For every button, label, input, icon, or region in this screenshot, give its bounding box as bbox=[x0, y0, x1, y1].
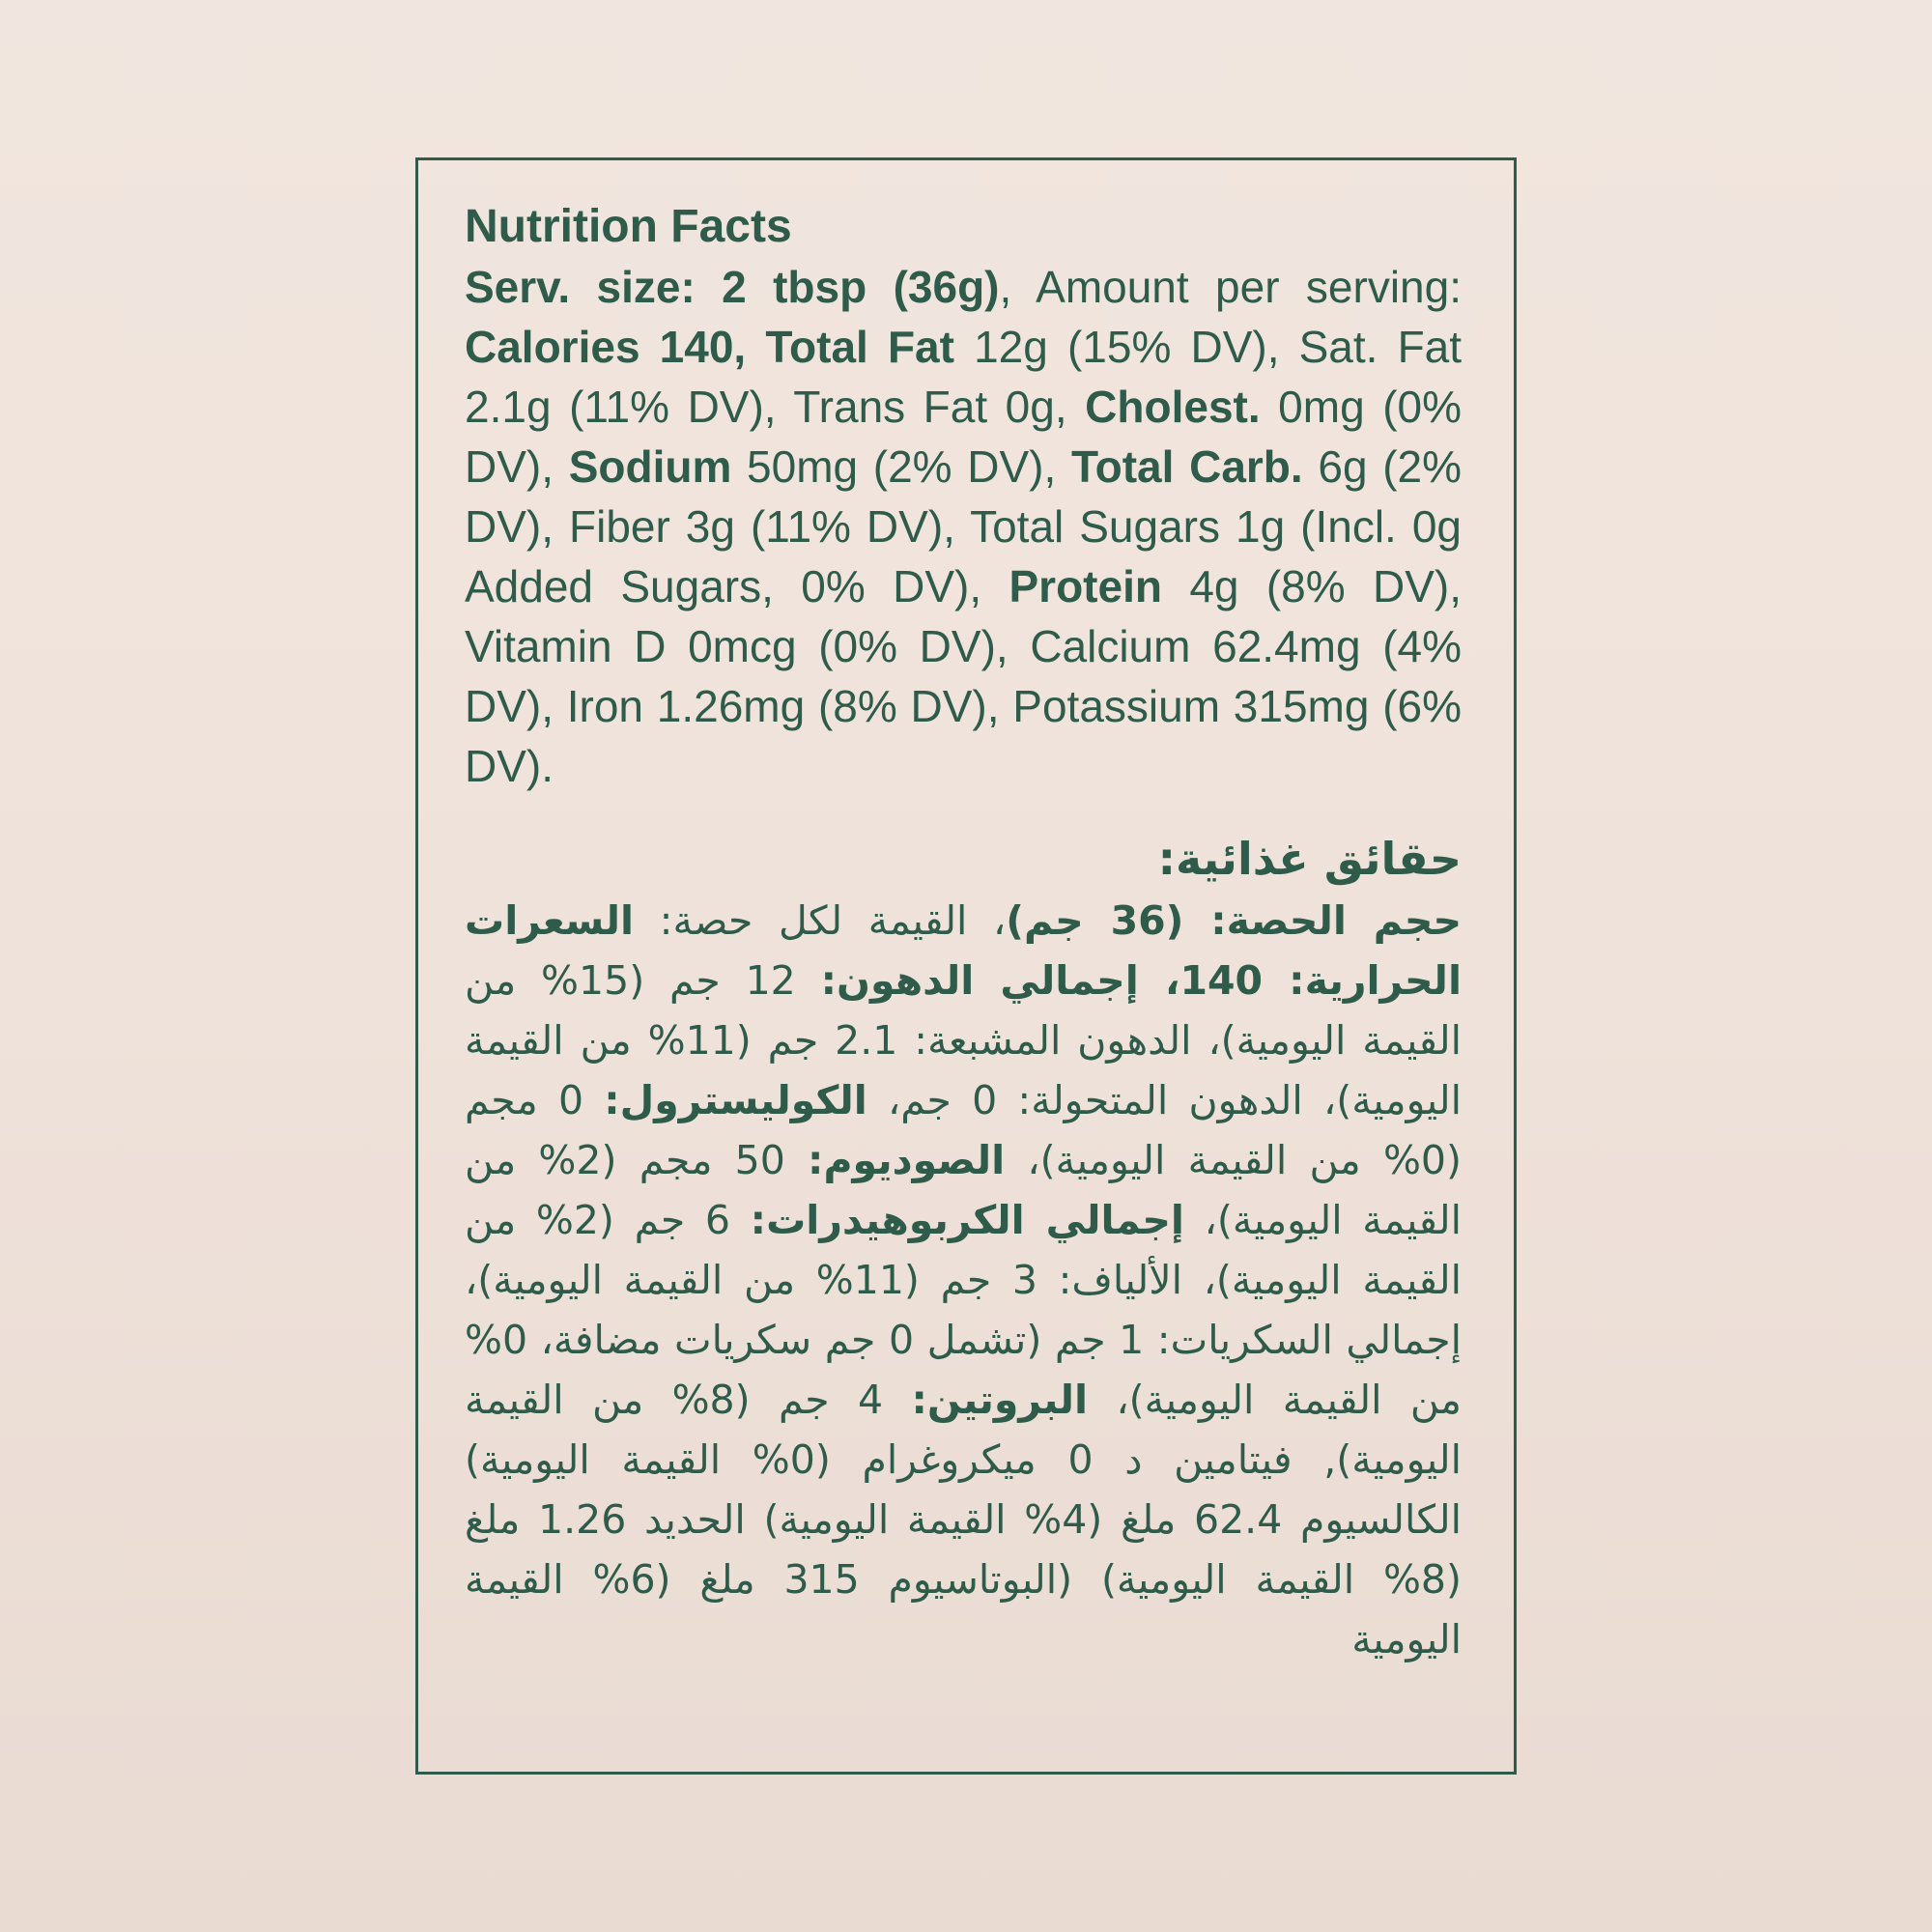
english-nutrition-facts bbox=[465, 197, 1462, 796]
english-sodium-value: 50mg (2% DV), bbox=[731, 441, 1071, 492]
english-protein-value: 4g (8% DV), Vitamin D 0mcg (0% DV), Calcium 62.4mg (4% DV), Iron 1.26mg (8% DV), Potassium 315mg (6% DV). bbox=[465, 561, 1463, 791]
english-calories: Calories 140, bbox=[465, 322, 747, 372]
english-carb-label: Total Carb. bbox=[1070, 441, 1303, 492]
arabic-protein-label: البروتين: bbox=[911, 1377, 1089, 1423]
arabic-cholest-value: 0 مجم (0% من القيمة اليومية)، bbox=[465, 1077, 1462, 1183]
arabic-nutrition-facts bbox=[465, 827, 1462, 1669]
english-title: Nutrition Facts bbox=[465, 201, 792, 252]
arabic-serving-size: حجم الحصة: (36 جم) bbox=[1006, 897, 1462, 944]
arabic-protein-value: 4 جم (8% من القيمة اليومية), فيتامين د 0 ميكروغرام (0% القيمة اليومية) الكالسيوم 62.4 ملغ (4% القيمة اليومية) الحديد 1.26 ملغ (8% القيمة اليومية) (البوتاسيوم 315 ملغ (6% القيمة اليومية bbox=[465, 1377, 1463, 1662]
english-body bbox=[465, 257, 1462, 796]
arabic-title: حقائق غذائية: bbox=[1157, 833, 1462, 885]
arabic-sodium-label: الصوديوم: bbox=[808, 1137, 1006, 1183]
arabic-sodium-value: 50 مجم (2% من القيمة اليومية)، bbox=[465, 1137, 1462, 1243]
english-total-fat-label: Total Fat bbox=[765, 322, 954, 372]
arabic-total-fat-value: 12 جم (15% من القيمة اليومية)، الدهون المشبعة: 2.1 جم (11% من القيمة اليومية)، الدهون المتحولة: 0 جم، bbox=[465, 957, 1463, 1123]
english-serving-size: Serv. size: 2 tbsp (36g) bbox=[465, 262, 1000, 312]
english-cholest-value: 0mg (0% DV), bbox=[465, 382, 1462, 492]
arabic-carb-label: إجمالي الكربوهيدرات: bbox=[750, 1197, 1184, 1243]
english-carb-value: 6g (2% DV), Fiber 3g (11% DV), Total Sugars 1g (Incl. 0g Added Sugars, 0% DV), bbox=[465, 441, 1463, 611]
english-cholest-label: Cholest. bbox=[1085, 382, 1261, 432]
arabic-body bbox=[465, 891, 1462, 1669]
arabic-total-fat-label: ، إجمالي الدهون: bbox=[820, 957, 1180, 1004]
english-protein-label: Protein bbox=[1009, 561, 1162, 611]
nutrition-facts-panel bbox=[415, 157, 1517, 1775]
english-sodium-label: Sodium bbox=[568, 441, 732, 492]
arabic-cholest-label: الكوليسترول: bbox=[604, 1077, 867, 1123]
arabic-carb-value: 6 جم (2% من القيمة اليومية)، الألياف: 3 جم (11% من القيمة اليومية)، إجمالي السكريات: 1 جم (تشمل 0 جم سكريات مضافة، 0% من القيمة اليومية)، bbox=[465, 1197, 1463, 1423]
english-total-fat-value: 12g (15% DV), Sat. Fat 2.1g (11% DV), Trans Fat 0g, bbox=[465, 322, 1463, 432]
arabic-amount-per-serving: ، القيمة لكل حصة: bbox=[634, 897, 1007, 944]
arabic-calories: السعرات الحرارية: 140 bbox=[465, 897, 1462, 1004]
english-amount-per-serving: , Amount per serving: bbox=[999, 262, 1462, 312]
